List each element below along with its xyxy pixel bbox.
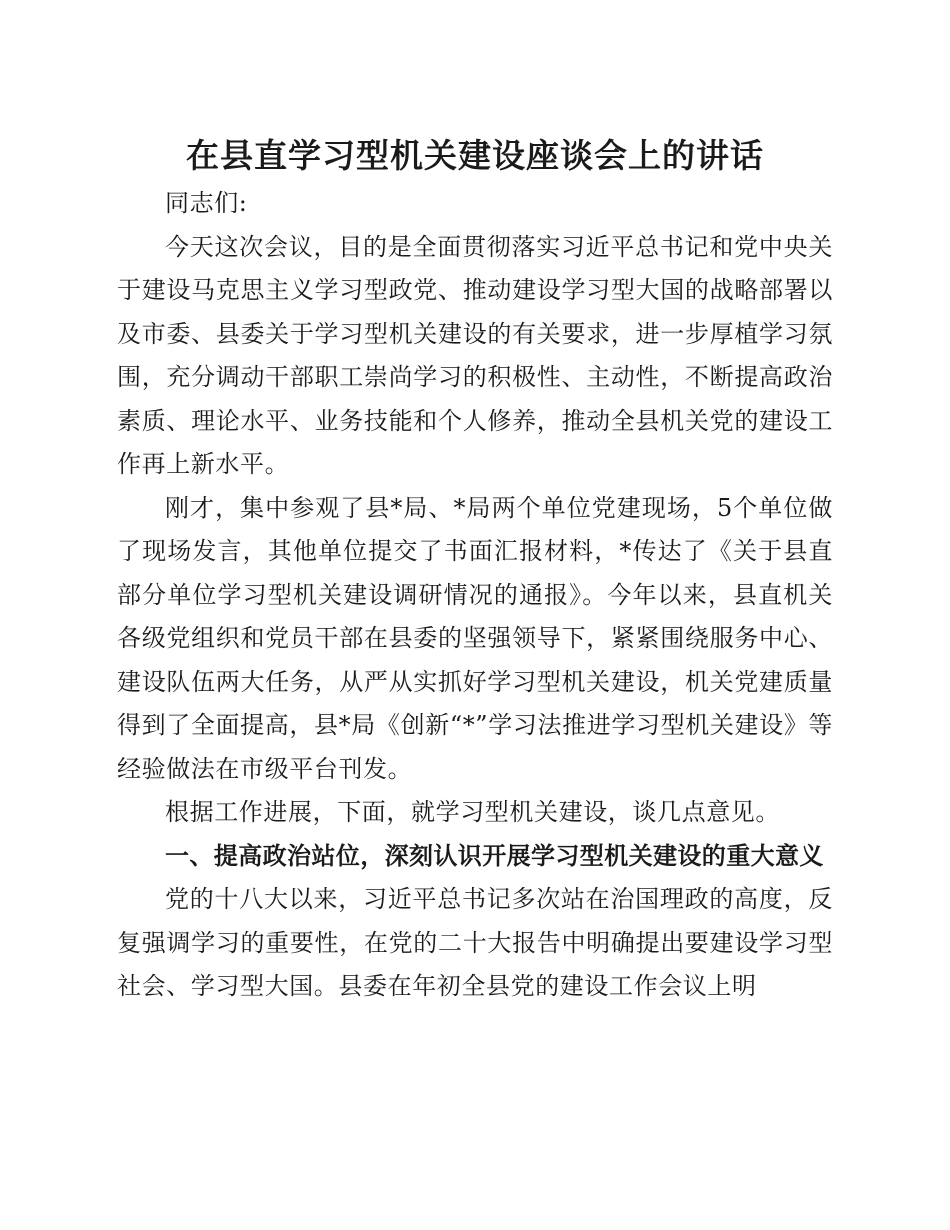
section-heading-1: 一、提高政治站位，深刻认识开展学习型机关建设的重大意义 bbox=[165, 841, 824, 870]
paragraph-section-1: 党的十八大以来，习近平总书记多次站在治国理政的高度，反复强调学习的重要性，在党的二十大报告中明确提出要建设学习型社会、学习型大国。县委在年初全县党的建设工作会议上明 bbox=[117, 885, 833, 1000]
paragraph-review: 刚才，集中参观了县*局、*局两个单位党建现场，5个单位做了现场发言，其他单位提交了书面汇报材料，*传达了《关于县直部分单位学习型机关建设调研情况的通报》。今年以来，县直机关各级党组织和党员干部在县委的坚强领导下，紧紧围绕服务中心、建设队伍两大任务，从严从实抓好学习型机关建设，机关党建质量得到了全面提高，县*局《创新“*”学习法推进学习型机关建设》等经验做法在市级平台刊发。 bbox=[117, 493, 833, 783]
paragraph-transition: 根据工作进展，下面，就学习型机关建设，谈几点意见。 bbox=[165, 798, 780, 826]
page-title: 在县直学习型机关建设座谈会上的讲话 bbox=[186, 136, 764, 175]
greeting: 同志们: bbox=[165, 189, 248, 217]
document-page bbox=[117, 130, 833, 1009]
paragraph-intro: 今天这次会议，目的是全面贯彻落实习近平总书记和党中央关于建设马克思主义学习型政党、推动建设学习型大国的战略部署以及市委、县委关于学习型机关建设的有关要求，进一步厚植学习氛围，充分调动干部职工崇尚学习的积极性、主动性，不断提高政治素质、理论水平、业务技能和个人修养，推动全县机关党的建设工作再上新水平。 bbox=[117, 232, 833, 478]
